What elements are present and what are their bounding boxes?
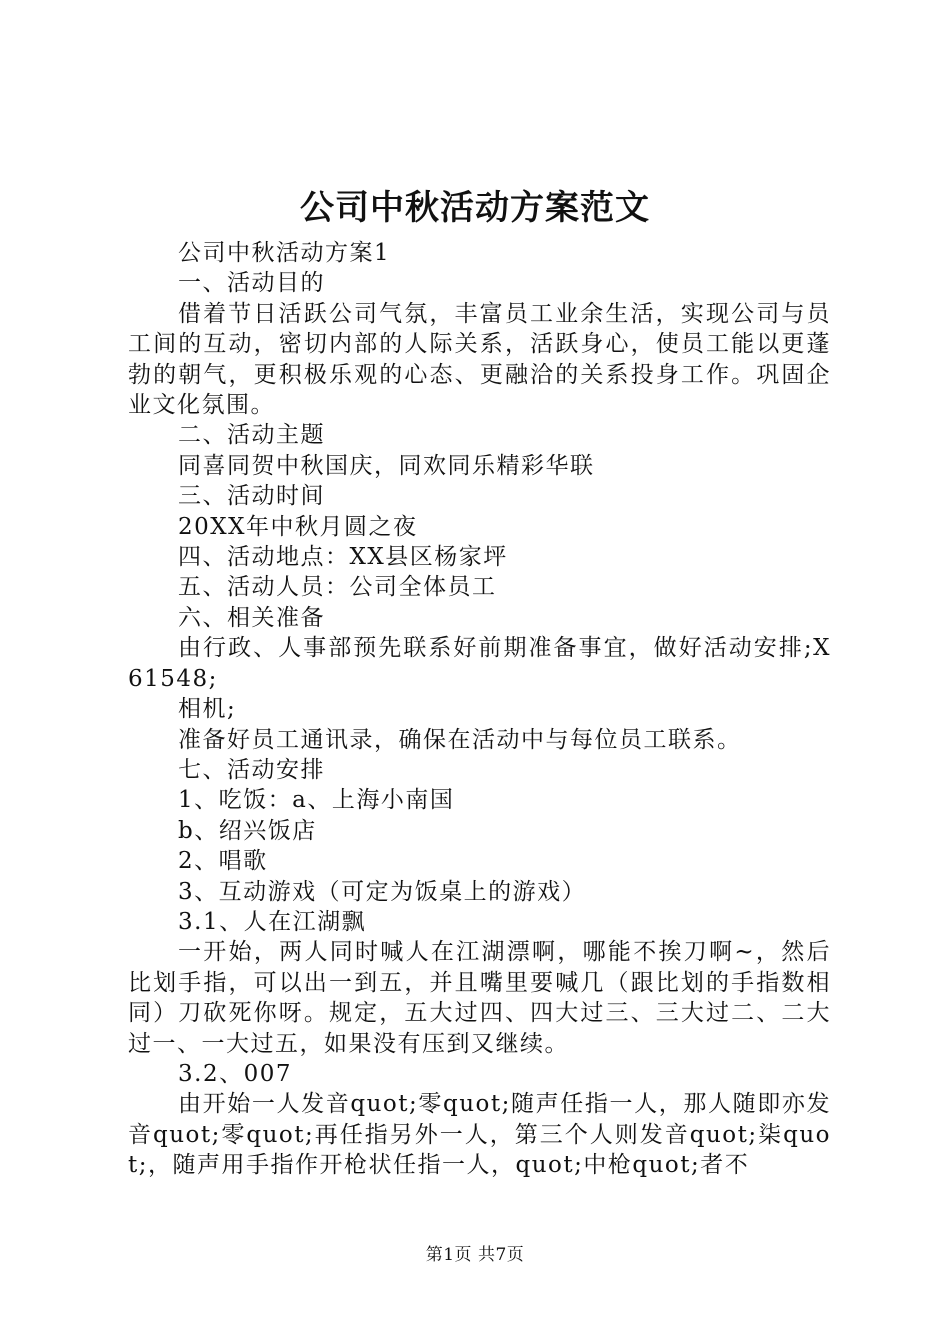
paragraph: 五、活动人员：公司全体员工 — [178, 574, 497, 601]
paragraph: 准备好员工通讯录，确保在活动中与每位员工联系。 — [178, 726, 742, 753]
paragraph: 20XX年中秋月圆之夜 — [178, 513, 418, 540]
paragraph: 相机; — [178, 696, 237, 723]
document-title: 公司中秋活动方案范文 — [300, 188, 650, 228]
document-body — [128, 238, 831, 1181]
list-item: 1、吃饭：a、上海小南国 — [178, 787, 455, 814]
section-heading: 七、活动安排 — [178, 756, 325, 783]
section-heading: 三、活动时间 — [178, 483, 325, 510]
list-item: 3、互动游戏（可定为饭桌上的游戏） — [178, 878, 587, 905]
section-heading: 二、活动主题 — [178, 422, 325, 449]
subsection-heading: 3.2、007 — [178, 1060, 292, 1087]
section-heading: 一、活动目的 — [178, 270, 325, 297]
paragraph: 公司中秋活动方案1 — [178, 240, 391, 266]
paragraph: 借着节日活跃公司气氛，丰富员工业余生活，实现公司与员工间的互动，密切内部的人际关系，活跃身心，使员工能以更蓬勃的朝气，更积极乐观的心态、更融洽的关系投身工作。巩固企业文化氛围。 — [128, 300, 831, 419]
list-item: 2、唱歌 — [178, 848, 268, 875]
section-heading: 六、相关准备 — [178, 604, 325, 631]
subsection-heading: 3.1、人在江湖飘 — [178, 908, 367, 935]
list-item: b、绍兴饭店 — [178, 817, 317, 844]
paragraph: 一开始，两人同时喊人在江湖漂啊，哪能不挨刀啊~，然后比划手指，可以出一到五，并且嘴里要喊几（跟比划的手指数相同）刀砍死你呀。规定，五大过四、四大过三、三大过二、二大过一、一大过五，如果没有压到又继续。 — [128, 939, 831, 1057]
paragraph: 由行政、人事部预先联系好前期准备事宜，做好活动安排;X61548; — [128, 635, 831, 692]
paragraph: 由开始一人发音quot;零quot;随声任指一人，那人随即亦发音quot;零quot;再任指另外一人，第三个人则发音quot;柒quot;，随声用手指作开枪状任指一人，quot;中枪quot;者不 — [128, 1091, 831, 1179]
paragraph: 同喜同贺中秋国庆，同欢同乐精彩华联 — [178, 452, 595, 479]
paragraph: 四、活动地点：XX县区杨家坪 — [178, 544, 508, 571]
page-footer: 第1页 共7页 — [425, 1245, 525, 1265]
